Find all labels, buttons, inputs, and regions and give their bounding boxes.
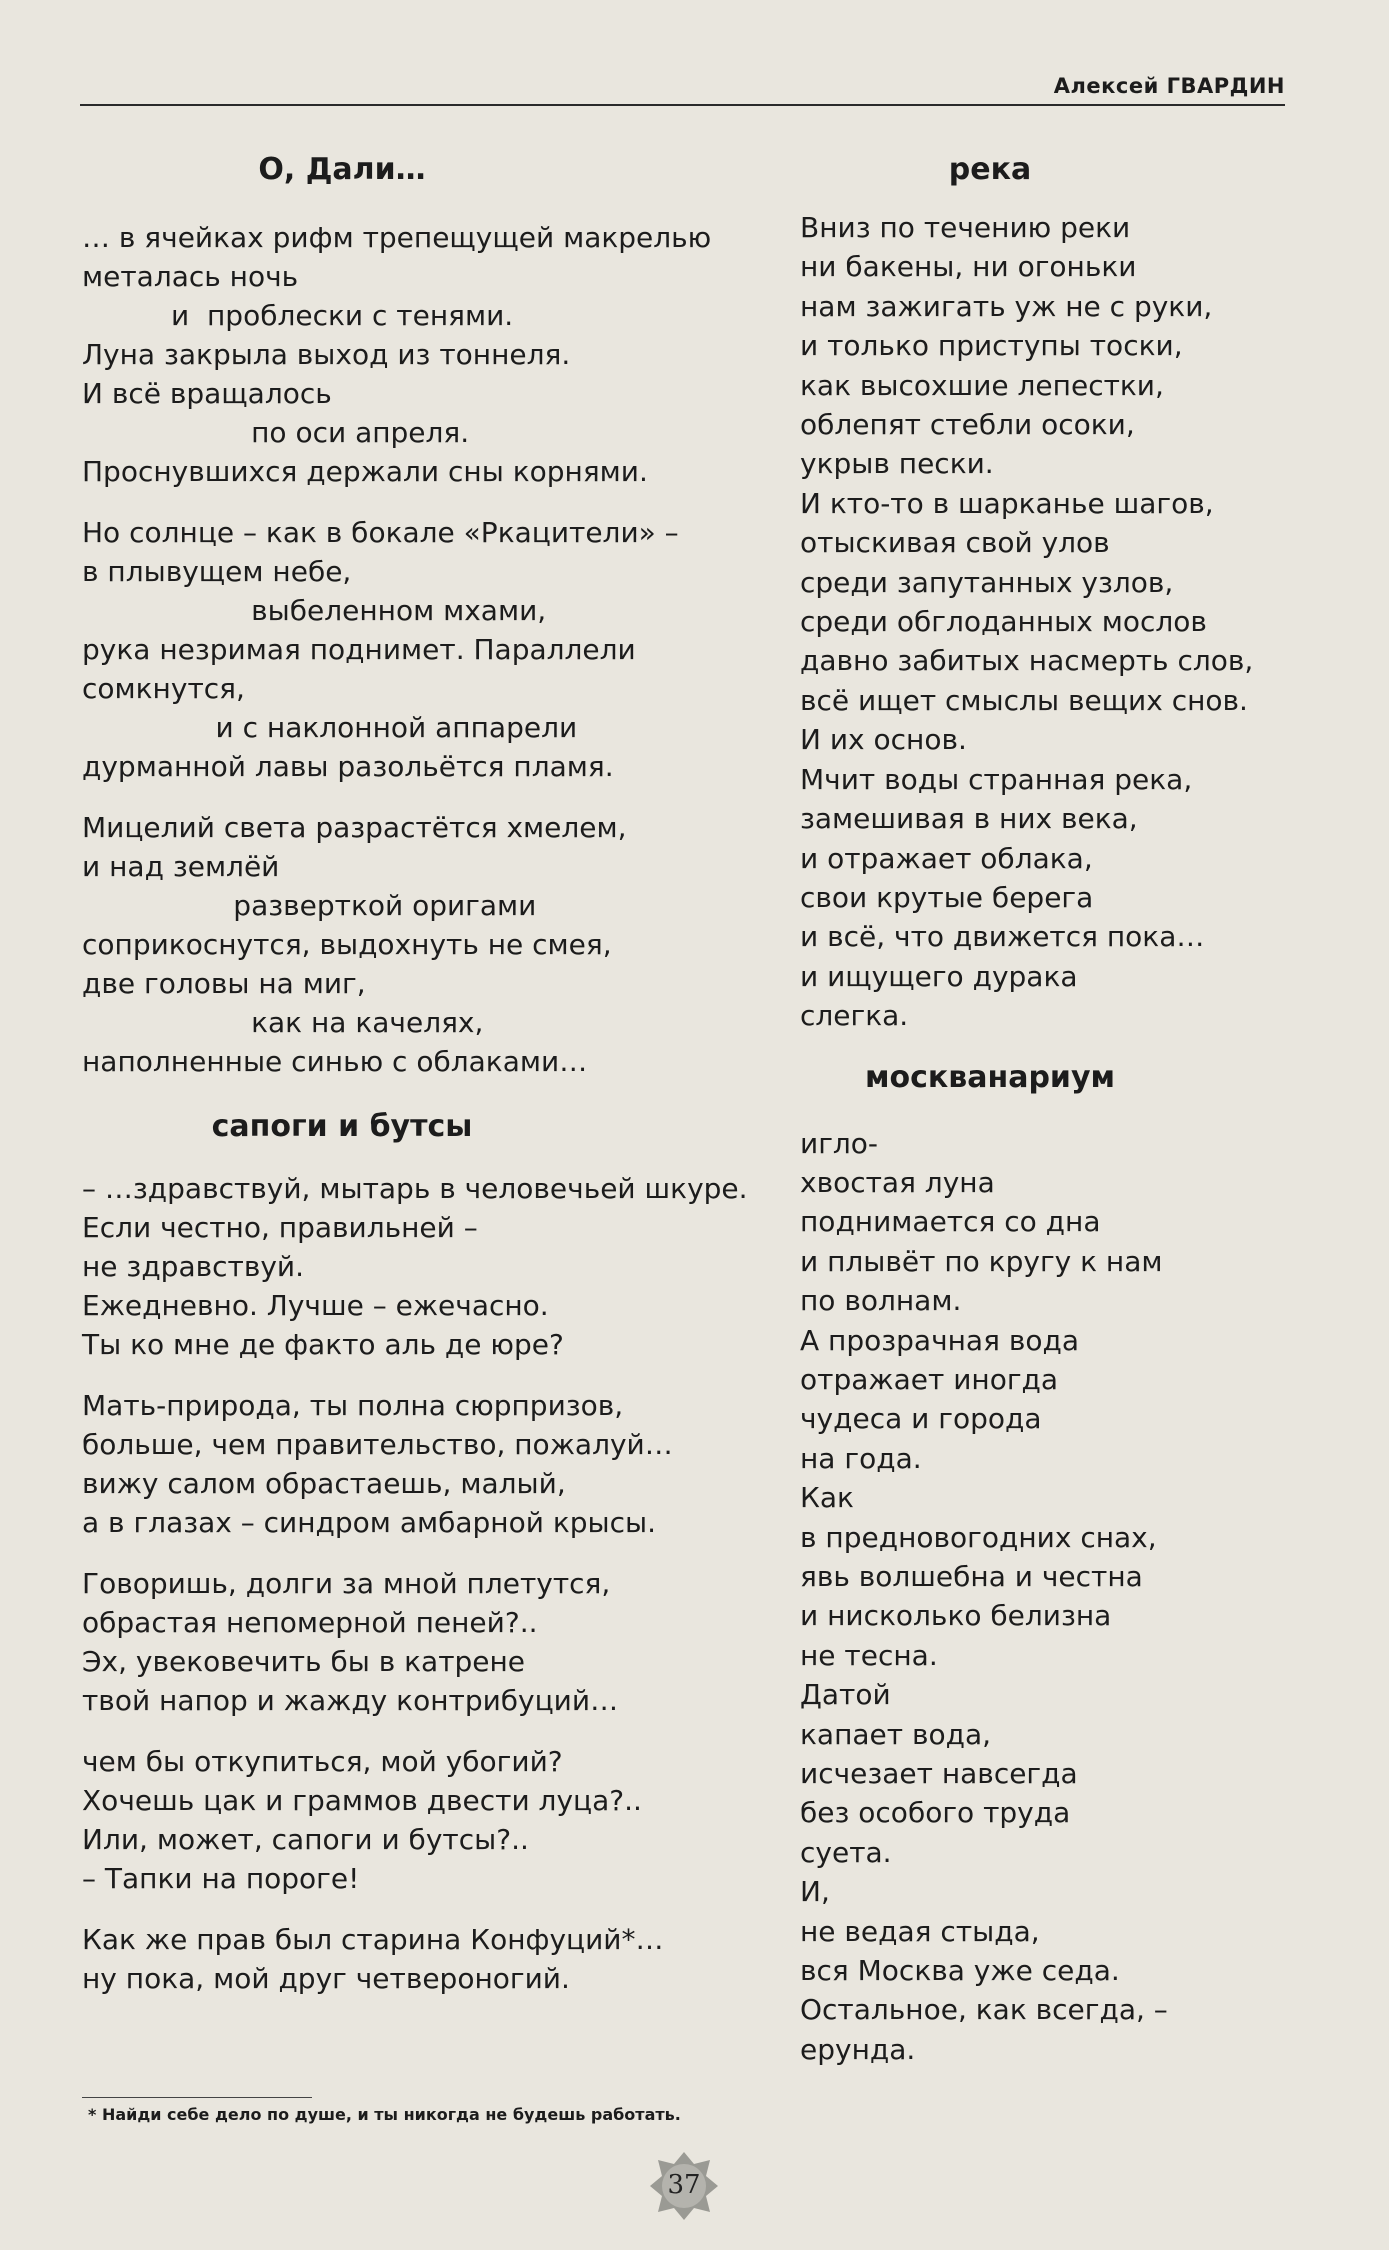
footnote: * Найди себе дело по душе, и ты никогда не будешь работать. [88, 2105, 681, 2124]
verse-line: давно забитых насмерть слов, [800, 644, 1254, 678]
poem-title: река [948, 152, 1032, 187]
verse-line: металась ночь [82, 260, 299, 293]
verse-line: отражает иногда [800, 1362, 1059, 1396]
verse-line: и ищущего дурака [800, 959, 1078, 993]
verse-line: … в ячейках рифм трепещущей макрелью [82, 221, 712, 254]
verse-line: по оси апреля. [82, 416, 470, 449]
verse-line: отыскивая свой улов [800, 526, 1110, 560]
verse-line: не здравствуй. [82, 1250, 304, 1283]
verse-line: не ведая стыда, [800, 1914, 1040, 1948]
verse-line: две головы на миг, [82, 967, 366, 1000]
verse-line: ерунда. [800, 2032, 916, 2066]
verse-line: поднимается со дна [800, 1205, 1101, 1239]
verse-line: Или, может, сапоги и бутсы?.. [82, 1823, 529, 1856]
stanza [82, 808, 722, 1081]
stanza [800, 1124, 1300, 2070]
verse-line: явь волшебна и честна [800, 1560, 1143, 1593]
verse-line: среди запутанных узлов, [800, 565, 1174, 599]
poem-moskvanarium [800, 1058, 1300, 2070]
verse-line: ну пока, мой друг четвероногий. [82, 1962, 570, 1995]
verse-line: Вниз по течению реки [800, 211, 1131, 244]
verse-line: А прозрачная вода [800, 1323, 1079, 1357]
verse-line: Хочешь цак и граммов двести луца?.. [82, 1784, 642, 1817]
verse-line: замешивая в них века, [800, 802, 1138, 836]
poem-title: О, Дали… [258, 152, 426, 187]
verse-line: не тесна. [800, 1638, 938, 1672]
stanza [82, 1920, 722, 1998]
verse-line: и нисколько белизна [800, 1599, 1112, 1633]
verse-line: больше, чем правительство, пожалуй… [82, 1428, 673, 1461]
verse-line: Мать-природа, ты полна сюрпризов, [82, 1389, 624, 1422]
stanza [82, 513, 722, 786]
page-number-badge [648, 2150, 720, 2222]
verse-line: И кто-то в шарканье шагов, [800, 486, 1214, 520]
verse-line: Мчит воды странная река, [800, 762, 1193, 796]
verse-line: Говоришь, долги за мной плетутся, [82, 1567, 611, 1600]
verse-line: чудеса и города [800, 1402, 1042, 1436]
verse-line: и отражает облака, [800, 841, 1093, 875]
verse-line: Остальное, как всегда, – [800, 1993, 1168, 2027]
poem-reka [800, 150, 1300, 1036]
verse-line: выбеленном мхами, [82, 594, 547, 627]
verse-line: свои крутые берега [800, 880, 1094, 914]
verse-line: и только приступы тоски, [800, 329, 1183, 363]
verse-line: и проблески с тенями. [82, 299, 514, 332]
verse-line: соприкоснутся, выдохнуть не смея, [82, 928, 612, 961]
verse-line: Датой [800, 1678, 891, 1712]
verse-line: сомкнутся, [82, 672, 245, 705]
stanza [82, 1386, 722, 1542]
verse-line: в плывущем небе, [82, 555, 352, 588]
verse-line: хвостая луна [800, 1165, 995, 1199]
verse-line: и всё, что движется пока… [800, 920, 1205, 954]
stanza [800, 208, 1300, 1036]
stanza [82, 1564, 722, 1720]
stanza [82, 1169, 748, 1364]
verse-line: капает вода, [800, 1717, 992, 1751]
verse-line: вся Москва уже седа. [800, 1954, 1120, 1988]
verse-line: Если честно, правильней – [82, 1211, 478, 1244]
verse-line: чем бы откупиться, мой убогий? [82, 1745, 563, 1778]
verse-line: ни бакены, ни огоньки [800, 250, 1137, 284]
left-column [82, 150, 748, 2020]
verse-line: рука незримая поднимет. Параллели [82, 633, 636, 666]
verse-line: облепят стебли осоки, [800, 408, 1135, 442]
verse-line: без особого труда [800, 1796, 1071, 1830]
verse-line: обрастая непомерной пеней?.. [82, 1606, 538, 1639]
verse-line: по волнам. [800, 1284, 962, 1318]
verse-line: исчезает навсегда [800, 1757, 1078, 1791]
verse-line: Ты ко мне де факто аль де юре? [82, 1328, 564, 1361]
verse-line: игло- [800, 1126, 879, 1160]
stanza [82, 1742, 722, 1898]
verse-line: слегка. [800, 999, 909, 1033]
verse-line: нам зажигать уж не с руки, [800, 289, 1213, 323]
verse-line: всё ищет смыслы вещих снов. [800, 683, 1248, 717]
verse-line: Луна закрыла выход из тоннеля. [82, 338, 571, 371]
verse-line: среди обглоданных мослов [800, 605, 1207, 639]
verse-line: укрыв пески. [800, 447, 994, 481]
verse-line: дурманной лавы разольётся пламя. [82, 750, 614, 783]
verse-line: твой напор и жажду контрибуций… [82, 1684, 619, 1717]
verse-line: Проснувшихся держали сны корнями. [82, 455, 648, 488]
poem-sapogi-i-butsy [82, 1107, 748, 1998]
verse-line: И, [800, 1875, 830, 1909]
poem-title: москванариум [864, 1059, 1116, 1095]
verse-line: вижу салом обрастаешь, малый, [82, 1467, 566, 1500]
verse-line: как на качелях, [82, 1006, 484, 1039]
right-column [800, 150, 1300, 2091]
verse-line: суета. [800, 1835, 892, 1869]
verse-line: – …здравствуй, мытарь в человечьей шкуре. [82, 1172, 748, 1205]
footnote-divider [82, 2097, 312, 2098]
verse-line: и плывёт по кругу к нам [800, 1244, 1163, 1278]
verse-line: Ежедневно. Лучше – ежечасно. [82, 1289, 549, 1322]
verse-line: И всё вращалось [82, 377, 332, 410]
verse-line: как высохшие лепестки, [800, 368, 1164, 402]
verse-line: а в глазах – синдром амбарной крысы. [82, 1506, 657, 1539]
verse-line: Но солнце – как в бокале «Ркацители» – [82, 516, 679, 549]
poem-o-dali [82, 150, 722, 1081]
verse-line: и над землёй [82, 850, 280, 883]
verse-line: – Тапки на пороге! [82, 1862, 360, 1895]
page-header [80, 60, 1285, 106]
verse-line: И их основ. [800, 723, 967, 757]
verse-line: Как [800, 1481, 854, 1515]
verse-line: наполненные синью с облаками… [82, 1045, 588, 1078]
verse-line: Эх, увековечить бы в катрене [82, 1645, 526, 1678]
poem-title: сапоги и бутсы [211, 1109, 473, 1144]
verse-line: на года. [800, 1441, 922, 1475]
stanza [82, 218, 722, 491]
verse-line: и с наклонной аппарели [82, 711, 578, 744]
page-number: 37 [667, 2170, 701, 2200]
verse-line: в предновогодних снах, [800, 1520, 1157, 1554]
verse-line: Как же прав был старина Конфуций*… [82, 1923, 664, 1956]
verse-line: разверткой оригами [82, 889, 537, 922]
running-head-author: Алексей ГВАРДИН [1053, 74, 1285, 98]
verse-line: Мицелий света разрастётся хмелем, [82, 811, 627, 844]
